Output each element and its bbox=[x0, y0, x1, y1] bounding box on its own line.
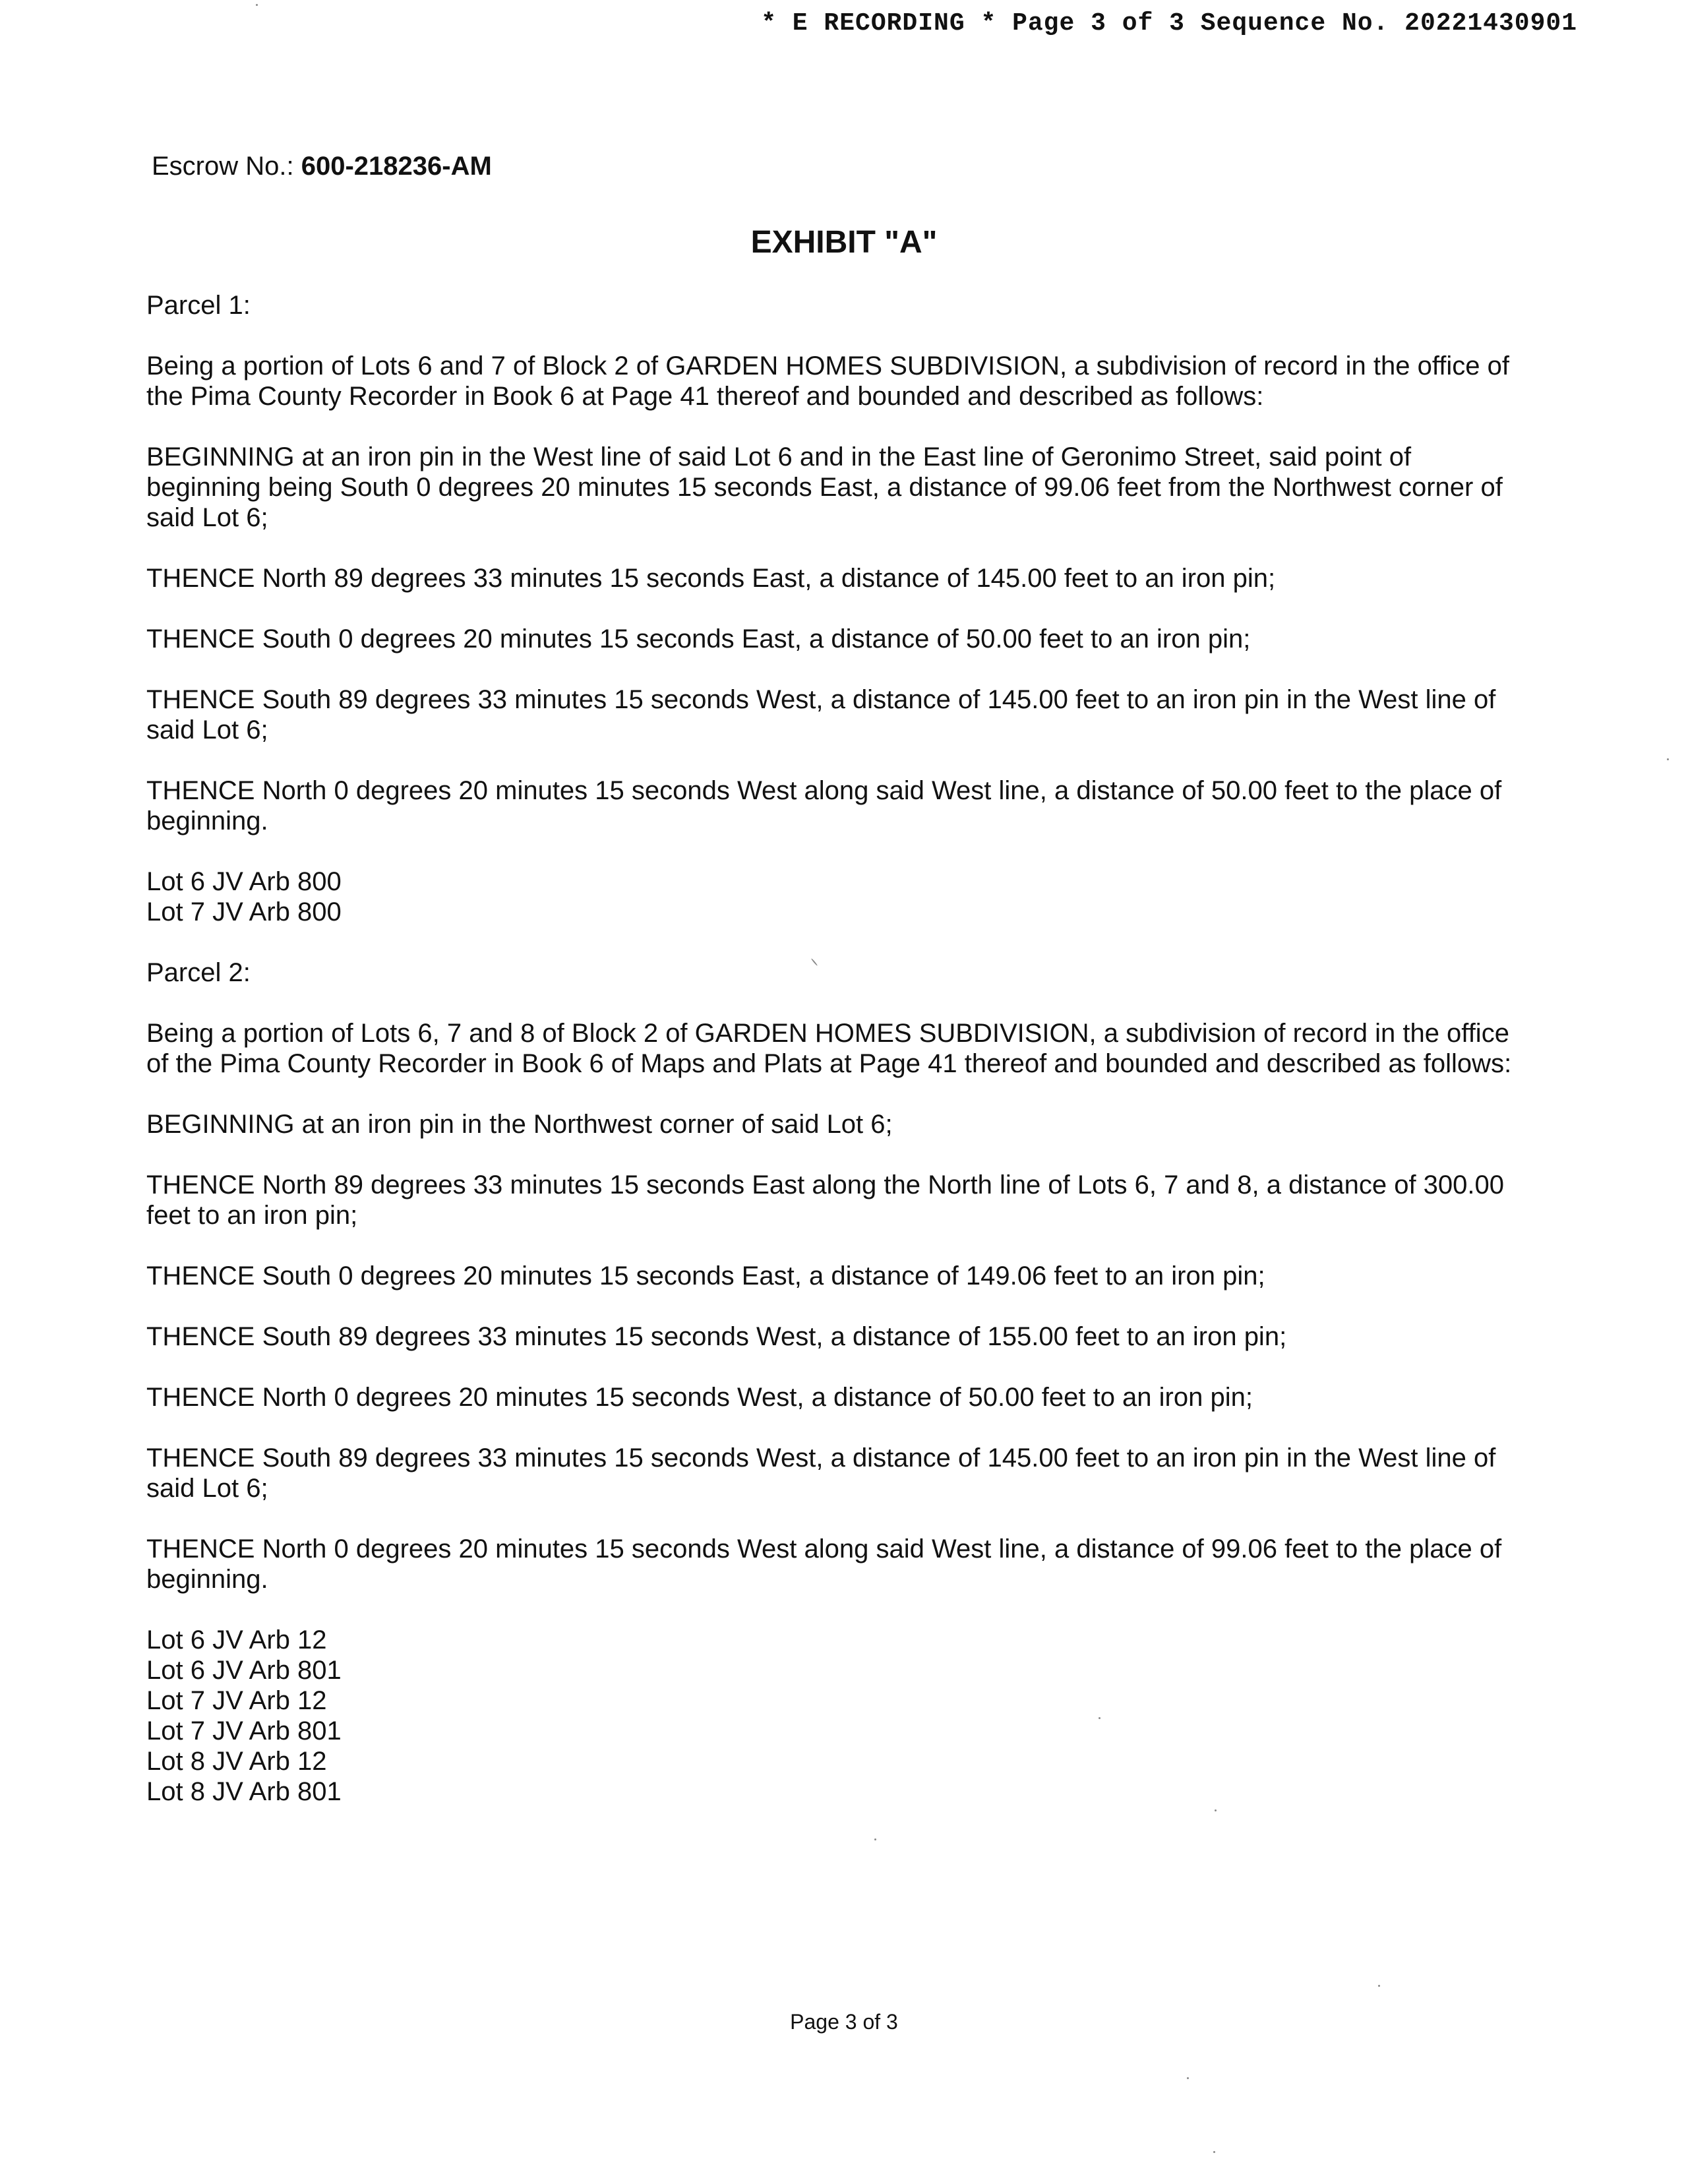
lot-item: Lot 7 JV Arb 12 bbox=[146, 1686, 327, 1715]
recording-stamp: * E RECORDING * Page 3 of 3 Sequence No. 20221430901 bbox=[761, 9, 1577, 38]
scan-speck bbox=[1378, 1985, 1380, 1987]
scan-speck bbox=[1099, 1717, 1100, 1719]
parcel-1-call: THENCE South 0 degrees 20 minutes 15 seconds East, a distance of 50.00 feet to an iron pin; bbox=[146, 624, 1251, 653]
parcel-1-heading: Parcel 1: bbox=[146, 291, 251, 320]
parcel-1-call: THENCE North 0 degrees 20 minutes 15 seconds West along said West line, a distance of 50.00 feet to the place of beginning. bbox=[146, 776, 1502, 835]
scan-speck bbox=[1215, 1809, 1217, 1811]
legal-description bbox=[146, 290, 1531, 1837]
parcel-1-call: THENCE North 89 degrees 33 minutes 15 seconds East, a distance of 145.00 feet to an iron pin; bbox=[146, 564, 1276, 593]
lot-item: Lot 6 JV Arb 800 bbox=[146, 867, 342, 896]
escrow-line bbox=[152, 152, 492, 181]
parcel-2-call: THENCE South 89 degrees 33 minutes 15 seconds West, a distance of 155.00 feet to an iron pin; bbox=[146, 1322, 1287, 1351]
parcel-2-heading: Parcel 2: bbox=[146, 958, 251, 987]
scan-speck bbox=[1213, 2151, 1215, 2153]
parcel-1-call: THENCE South 89 degrees 33 minutes 15 seconds West, a distance of 145.00 feet to an iron pin in the West line of said Lot 6; bbox=[146, 685, 1496, 744]
parcel-2-call: THENCE South 0 degrees 20 minutes 15 seconds East, a distance of 149.06 feet to an iron pin; bbox=[146, 1261, 1265, 1290]
parcel-2-intro: Being a portion of Lots 6, 7 and 8 of Block 2 of GARDEN HOMES SUBDIVISION, a subdivision of record in the office of the Pima County Recorder in Book 6 of Maps and Plats at Page 41 thereof and bounded and described as follows: bbox=[146, 1019, 1512, 1078]
scan-speck bbox=[874, 1838, 876, 1840]
scan-speck bbox=[1187, 2077, 1189, 2079]
parcel-2-call: THENCE South 89 degrees 33 minutes 15 seconds West, a distance of 145.00 feet to an iron pin in the West line of said Lot 6; bbox=[146, 1443, 1496, 1503]
parcel-1-beginning: BEGINNING at an iron pin in the West line of said Lot 6 and in the East line of Geronimo Street, said point of beginning being South 0 degrees 20 minutes 15 seconds East, a distance of 99.06 feet from the Northwest corner of said Lot 6; bbox=[146, 442, 1503, 532]
scan-speck bbox=[1667, 758, 1669, 760]
lot-item: Lot 6 JV Arb 12 bbox=[146, 1625, 327, 1654]
escrow-label: Escrow No.: bbox=[152, 152, 294, 181]
scan-speck bbox=[256, 4, 258, 6]
lot-item: Lot 8 JV Arb 801 bbox=[146, 1777, 342, 1806]
page-number: Page 3 of 3 bbox=[790, 2010, 898, 2034]
lot-item: Lot 8 JV Arb 12 bbox=[146, 1747, 327, 1776]
escrow-number: 600-218236-AM bbox=[301, 152, 492, 181]
parcel-1-intro: Being a portion of Lots 6 and 7 of Block 2 of GARDEN HOMES SUBDIVISION, a subdivision of record in the office of the Pima County Recorder in Book 6 at Page 41 thereof and bounded and described as follows: bbox=[146, 351, 1509, 411]
parcel-2-call: THENCE North 0 degrees 20 minutes 15 seconds West along said West line, a distance of 99.06 feet to the place of beginning. bbox=[146, 1534, 1502, 1594]
lot-item: Lot 7 JV Arb 800 bbox=[146, 897, 342, 926]
lot-item: Lot 6 JV Arb 801 bbox=[146, 1656, 342, 1685]
parcel-1-lot-list bbox=[146, 866, 1531, 927]
parcel-2-call: THENCE North 89 degrees 33 minutes 15 seconds East along the North line of Lots 6, 7 and 8, a distance of 300.00 feet to an iron pin; bbox=[146, 1170, 1505, 1230]
exhibit-title: EXHIBIT "A" bbox=[750, 225, 938, 260]
parcel-2-call: THENCE North 0 degrees 20 minutes 15 seconds West, a distance of 50.00 feet to an iron pin; bbox=[146, 1383, 1253, 1412]
lot-item: Lot 7 JV Arb 801 bbox=[146, 1716, 342, 1745]
parcel-2-lot-list bbox=[146, 1625, 1531, 1807]
parcel-2-beginning: BEGINNING at an iron pin in the Northwest corner of said Lot 6; bbox=[146, 1110, 893, 1139]
